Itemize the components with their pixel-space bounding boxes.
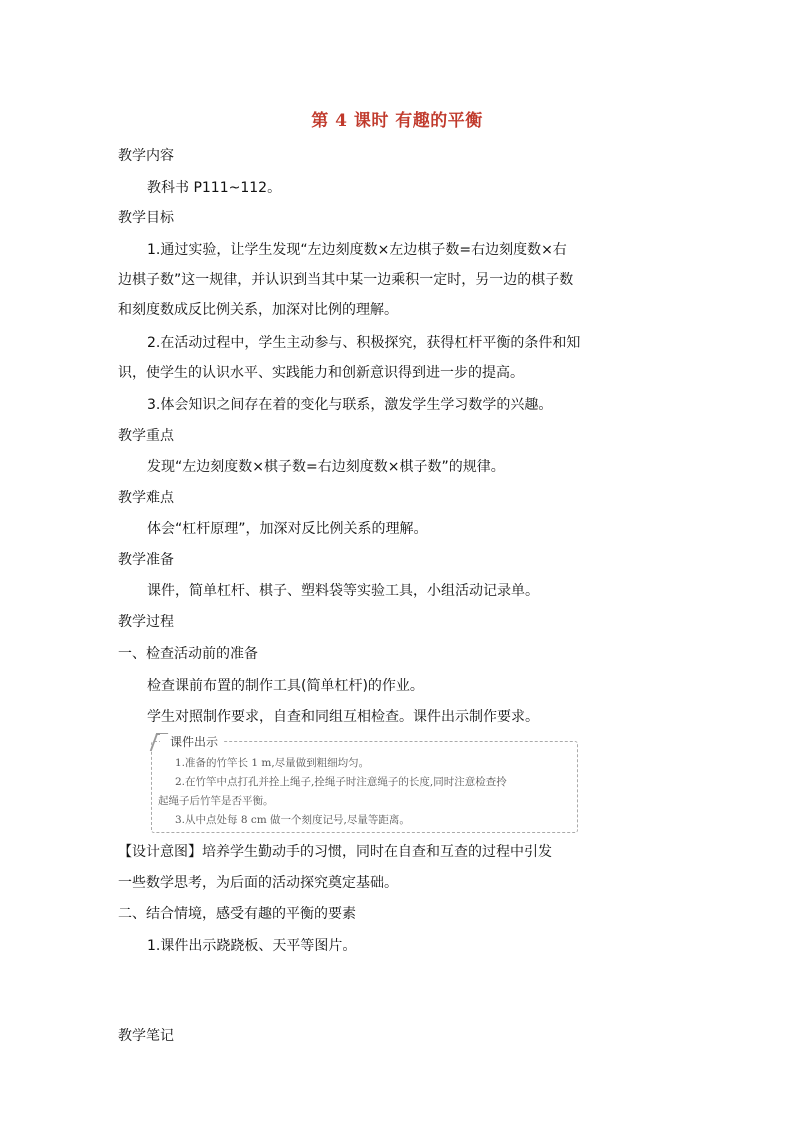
courseware-tag: 课件出示: [160, 734, 223, 750]
part1-text2: 学生对照制作要求，自查和同组互相检查。课件出示制作要求。: [147, 709, 539, 725]
box-line3: 起绳子后竹竿是否平衡。: [158, 795, 274, 807]
part1-heading: 一、检查活动前的准备: [118, 646, 258, 662]
goal1-line1: 1.通过实验，让学生发现“左边刻度数×左边棋子数=右边刻度数×右: [147, 242, 567, 258]
goal1-line2: 边棋子数”这一规律，并认识到当其中某一边乘积一定时，另一边的棋子数: [118, 272, 574, 288]
goal2-line2: 识，使学生的认识水平、实践能力和创新意识得到进一步的提高。: [118, 365, 524, 381]
part2-text1: 1.课件出示跷跷板、天平等图片。: [147, 938, 357, 954]
box-line1: 1.准备的竹竿长 1 m,尽量做到粗细均匀。: [175, 757, 370, 769]
design-line2: 一些数学思考，为后面的活动探究奠定基础。: [118, 875, 398, 891]
box-line4: 3.从中点处每 8 cm 做一个刻度记号,尽量等距离。: [175, 814, 410, 826]
prep-text: 课件，简单杠杆、棋子、塑料袋等实验工具，小组活动记录单。: [147, 583, 539, 599]
process-heading: 教学过程: [118, 614, 174, 630]
notes-heading: 教学笔记: [118, 1028, 174, 1044]
difficulty-heading: 教学难点: [118, 490, 174, 506]
goals-heading: 教学目标: [118, 210, 174, 226]
content-text: 教科书 P111~112。: [147, 180, 282, 196]
difficulty-text: 体会“杠杆原理”，加深对反比例关系的理解。: [147, 521, 428, 537]
design-line1: 【设计意图】培养学生勤动手的习惯，同时在自查和互查的过程中引发: [118, 844, 552, 860]
prep-heading: 教学准备: [118, 552, 174, 568]
content-heading: 教学内容: [118, 148, 174, 164]
part2-heading: 二、结合情境，感受有趣的平衡的要素: [118, 906, 356, 922]
key-text: 发现“左边刻度数×棋子数=右边刻度数×棋子数”的规律。: [147, 459, 505, 475]
key-heading: 教学重点: [118, 428, 174, 444]
box-line2: 2.在竹竿中点打孔并拴上绳子,拴绳子时注意绳子的长度,同时注意检查拎: [175, 776, 507, 788]
goal2-line1: 2.在活动过程中，学生主动参与、积极探究，获得杠杆平衡的条件和知: [147, 335, 581, 351]
lesson-title: 第 4 课时 有趣的平衡: [311, 111, 483, 131]
goal3-line: 3.体会知识之间存在着的变化与联系，激发学生学习数学的兴趣。: [147, 397, 553, 413]
part1-text1: 检查课前布置的制作工具(简单杠杆)的作业。: [147, 678, 424, 694]
goal1-line3: 和刻度数成反比例关系，加深对比例的理解。: [118, 302, 398, 318]
